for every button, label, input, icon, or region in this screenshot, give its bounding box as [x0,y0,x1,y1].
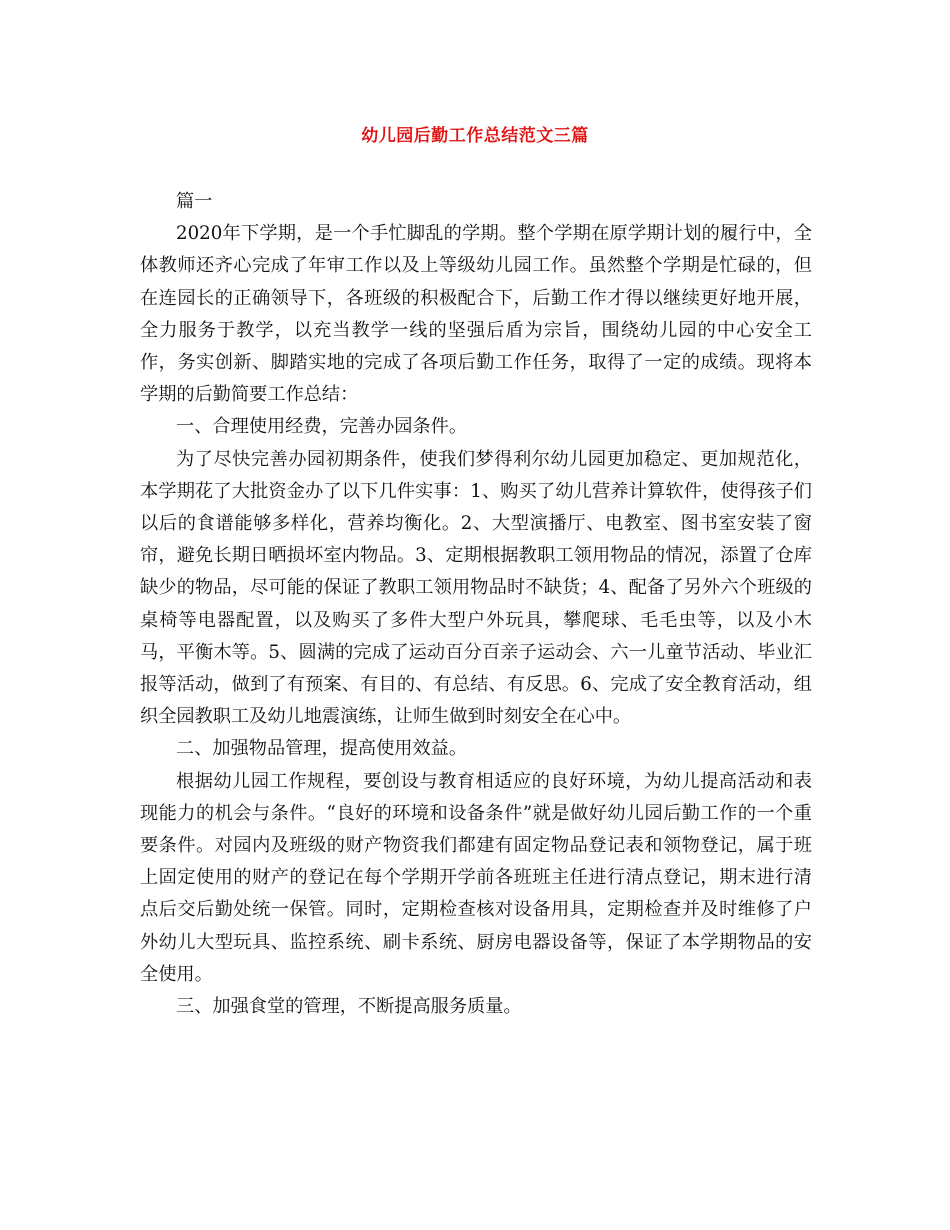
section-label-part-one: 篇一 [176,191,213,212]
section-heading-3: 三、加强食堂的管理，不断提高服务质量。 [176,996,522,1018]
section-heading-1: 一、合理使用经费，完善办园条件。 [176,416,468,438]
intro-paragraph: 2020年下学期，是一个手忙脚乱的学期。整个学期在原学期计划的履行中，全体教师还齐心完成了年审工作以及上等级幼儿园工作。虽然整个学期是忙碌的，但在连园长的正确领导下，各班级的积极配合下，后勤工作才得以继续更好地开展，全力服务于教学，以充当教学一线的坚强后盾为宗旨，围绕幼儿园的中心安全工作，务实创新、脚踏实地的完成了各项后勤工作任务，取得了一定的成绩。现将本学期的后勤简要工作总结： [140,223,812,406]
section-heading-2: 二、加强物品管理，提高使用效益。 [176,738,468,760]
document-body [140,186,812,1023]
section-2-paragraph: 根据幼儿园工作规程，要创设与教育相适应的良好环境，为幼儿提高活动和表现能力的机会与条件。“良好的环境和设备条件”就是做好幼儿园后勤工作的一个重要条件。对园内及班级的财产物资我们都建有固定物品登记表和领物登记，属于班上固定使用的财产的登记在每个学期开学前各班班主任进行清点登记，期末进行清点后交后勤处统一保管。同时，定期检查核对设备用具，定期检查并及时维修了户外幼儿大型玩具、监控系统、刷卡系统、厨房电器设备等，保证了本学期物品的安全使用。 [140,770,812,985]
section-1-paragraph: 为了尽快完善办园初期条件，使我们梦得利尔幼儿园更加稳定、更加规范化，本学期花了大批资金办了以下几件实事：1、购买了幼儿营养计算软件，使得孩子们以后的食谱能够多样化，营养均衡化。2、大型演播厅、电教室、图书室安装了窗帘，避免长期日晒损坏室内物品。3、定期根据教职工领用物品的情况，添置了仓库缺少的物品，尽可能的保证了教职工领用物品时不缺货；4、配备了另外六个班级的桌椅等电器配置，以及购买了多件大型户外玩具，攀爬球、毛毛虫等，以及小木马，平衡木等。5、圆满的完成了运动百分百亲子运动会、六一儿童节活动、毕业汇报等活动，做到了有预案、有目的、有总结、有反思。6、完成了安全教育活动，组织全园教职工及幼儿地震演练，让师生做到时刻安全在心中。 [140,448,812,728]
document-title: 幼儿园后勤工作总结范文三篇 [361,126,589,146]
